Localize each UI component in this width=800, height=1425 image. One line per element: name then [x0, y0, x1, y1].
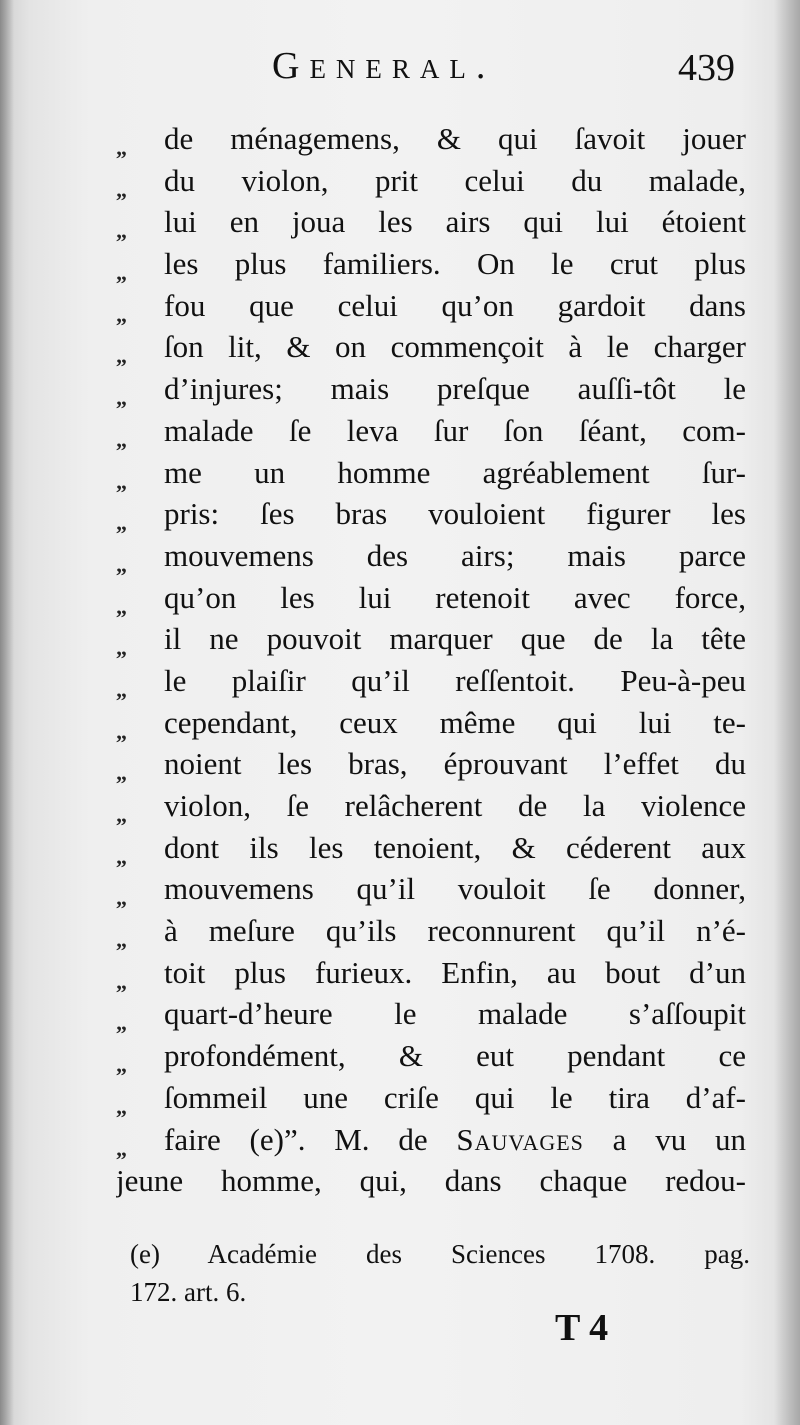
text-line — [116, 493, 746, 535]
person-name: Sauvages — [456, 1121, 584, 1157]
text-line — [116, 702, 746, 744]
line-text: à meſure qu’ils reconnurent qu’il n’é- — [164, 913, 746, 949]
binding-shadow — [0, 0, 14, 1425]
quote-mark: „ — [116, 843, 127, 869]
line-text: du violon, prit celui du malade, — [164, 162, 746, 198]
quote-mark: „ — [116, 593, 127, 619]
text-line — [116, 160, 746, 202]
line-text: fou que celui qu’on gardoit dans — [164, 287, 746, 323]
line-text: il ne pouvoit marquer que de la tête — [164, 621, 746, 657]
text-line — [116, 243, 746, 285]
quote-mark: „ — [116, 1052, 127, 1078]
text-line — [116, 827, 746, 869]
page-number: 439 — [678, 47, 735, 89]
text-line — [116, 952, 746, 994]
line-text: quart-d’heure le malade s’aſſoupit — [164, 996, 746, 1032]
text-line — [116, 785, 746, 827]
text-line — [116, 410, 746, 452]
line-text: le plaiſir qu’il reſſentoit. Peu-à-peu — [164, 662, 746, 698]
quote-mark: „ — [116, 218, 127, 244]
quote-mark: „ — [116, 1010, 127, 1036]
line-text: lui en joua les airs qui lui étoient — [164, 204, 746, 240]
line-text: profondément, & eut pendant ce — [164, 1038, 746, 1074]
running-head: General. — [272, 45, 496, 87]
quote-mark: „ — [116, 260, 127, 286]
line-text: dont ils les tenoient, & céderent aux — [164, 829, 746, 865]
quote-mark: „ — [116, 468, 127, 494]
line-text: mouvemens qu’il vouloit ſe donner, — [164, 871, 746, 907]
text-line — [116, 993, 746, 1035]
quote-mark: „ — [116, 885, 127, 911]
quote-mark: „ — [116, 968, 127, 994]
text-line — [116, 326, 746, 368]
quote-mark: „ — [116, 718, 127, 744]
line-text: les plus familiers. On le crut plus — [164, 246, 746, 282]
line-text: jeune homme, qui, dans chaque redou- — [116, 1163, 746, 1199]
quote-mark: „ — [116, 1093, 127, 1119]
line-text: cependant, ceux même qui lui te- — [164, 704, 746, 740]
quote-mark: „ — [116, 135, 127, 160]
main-text — [116, 118, 746, 1202]
footnote-line: 172. art. 6. — [130, 1277, 247, 1307]
line-text: de ménagemens, & qui ſavoit jouer — [164, 121, 746, 156]
text-line — [116, 368, 746, 410]
text-line — [116, 1160, 746, 1202]
quote-mark: „ — [116, 1135, 127, 1161]
quote-mark: „ — [116, 510, 127, 536]
line-text: faire (e)”. M. de Sauvages a vu un — [164, 1121, 746, 1157]
line-text: ſon lit, & on commençoit à le charger — [164, 329, 746, 365]
footnote-line: (e) Académie des Sciences 1708. pag. — [130, 1239, 750, 1269]
quote-mark: „ — [116, 426, 127, 452]
line-text: me un homme agréablement ſur- — [164, 454, 746, 490]
line-text: mouvemens des airs; mais parce — [164, 537, 746, 573]
line-text: toit plus furieux. Enfin, au bout d’un — [164, 954, 746, 990]
text-line — [116, 868, 746, 910]
signature-mark: T 4 — [555, 1307, 609, 1349]
line-text: noient les bras, éprouvant l’effet du — [164, 746, 746, 782]
text-line — [116, 660, 746, 702]
text-line — [116, 618, 746, 660]
text-line — [116, 452, 746, 494]
quote-mark: „ — [116, 676, 127, 702]
text-line — [116, 285, 746, 327]
text-line — [116, 743, 746, 785]
line-text: d’injures; mais preſque auſſi-tôt le — [164, 371, 746, 407]
edge-shadow — [774, 0, 800, 1425]
line-text: violon, ſe relâcherent de la violence — [164, 788, 746, 823]
quote-mark: „ — [116, 176, 127, 202]
quote-mark: „ — [116, 760, 127, 786]
text-line — [116, 1035, 746, 1077]
quote-mark: „ — [116, 927, 127, 953]
text-line — [116, 1077, 746, 1119]
quote-mark: „ — [116, 635, 127, 661]
text-line — [116, 535, 746, 577]
text-line — [116, 201, 746, 243]
text-line — [116, 577, 746, 619]
text-line — [116, 910, 746, 952]
quote-mark: „ — [116, 301, 127, 327]
line-text: qu’on les lui retenoit avec force, — [164, 579, 746, 615]
quote-mark: „ — [116, 385, 127, 411]
quote-mark: „ — [116, 802, 127, 827]
quote-mark: „ — [116, 343, 127, 369]
line-text: malade ſe leva ſur ſon ſéant, com- — [164, 412, 746, 448]
text-line — [116, 1119, 746, 1161]
text-line — [116, 118, 746, 160]
quote-mark: „ — [116, 551, 127, 577]
footnote — [130, 1235, 750, 1311]
line-text: pris: ſes bras vouloient figurer les — [164, 496, 746, 532]
line-text: ſommeil une criſe qui le tira d’af- — [164, 1079, 746, 1115]
